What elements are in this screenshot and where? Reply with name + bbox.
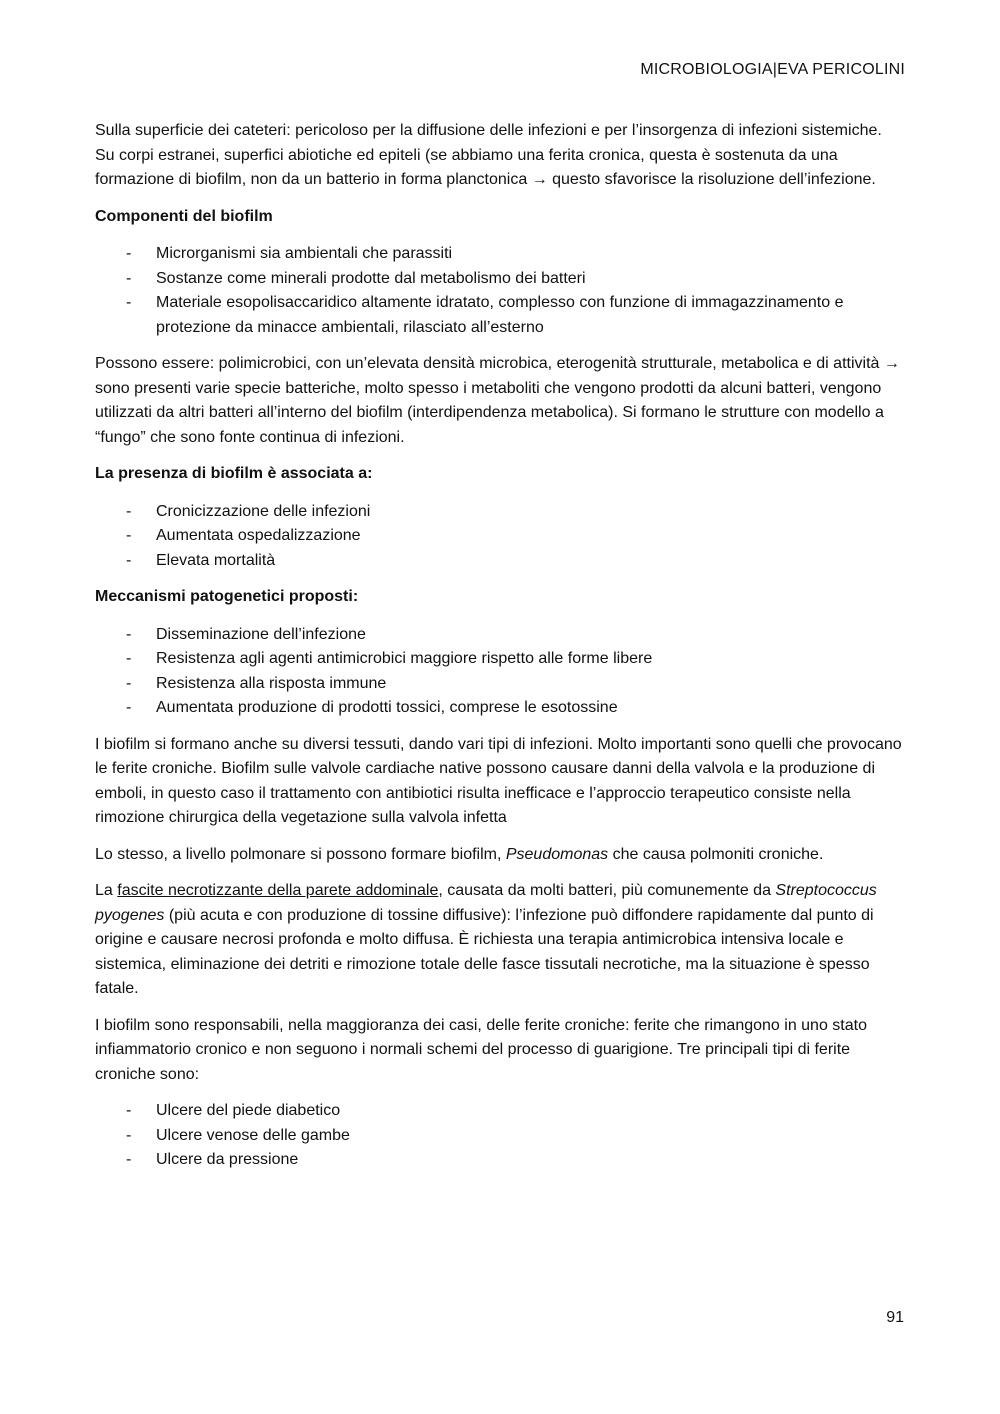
paragraph-fasciitis	[95, 879, 905, 1002]
list-item: - Materiale esopolisaccaridico altamente idratato, complesso con funzione di immagazzinamento e protezione da minacce ambientali, rilasciato all’esterno	[95, 291, 905, 340]
heading-pathogenetic-mechanisms: Meccanismi patogenetici proposti:	[95, 588, 359, 605]
text-run: , causata da molti batteri, più comunemente da	[438, 882, 776, 899]
heading-biofilm-components: Componenti del biofilm	[95, 207, 273, 225]
list-item: - Resistenza alla risposta immune	[95, 672, 905, 697]
text-run: che causa polmoniti croniche.	[608, 845, 824, 863]
list-item: - Cronicizzazione delle infezioni	[95, 500, 905, 525]
list-item: - Ulcere del piede diabetico	[95, 1099, 905, 1124]
list-item: - Disseminazione dell’infezione	[95, 623, 905, 648]
italic-term: Streptococcus pyogenes	[95, 882, 877, 924]
text-run: (più acuta e con produzione di tossine diffusive): l’infezione può diffondere rapidamente dal punto di origine e causare necrosi profonda e molto diffusa. È richiesta una terapia antimicrobica intensiva locale e sistemica, eliminazione dei detriti e rimozione totale delle fasce tissutali necrotiche, ma la situazione è spesso fatale.	[95, 906, 874, 997]
page-body	[95, 119, 905, 1185]
underlined-term: fascite necrotizzante della parete addominale	[117, 882, 439, 899]
list-biofilm-components	[95, 242, 905, 340]
list-item: - Resistenza agli agenti antimicrobici maggiore rispetto alle forme libere	[95, 647, 905, 672]
running-header: MICROBIOLOGIA|EVA PERICOLINI	[640, 61, 905, 78]
list-item: - Microrganismi sia ambientali che parassiti	[95, 242, 905, 267]
list-biofilm-associated	[95, 500, 905, 574]
list-item: - Aumentata produzione di prodotti tossici, comprese le esotossine	[95, 696, 905, 721]
list-pathogenetic-mechanisms	[95, 623, 905, 721]
list-item: - Ulcere venose delle gambe	[95, 1124, 905, 1149]
list-item: - Sostanze come minerali prodotte dal metabolismo dei batteri	[95, 267, 905, 292]
paragraph-polymicrobial: Possono essere: polimicrobici, con un’elevata densità microbica, eterogenità strutturale, metabolica e di attività → sono presenti varie specie batteriche, molto spesso i metaboliti che vengono prodotti da alcuni batteri, vengono utilizzati da altri batteri all’interno del biofilm (interdipendenza metabolica). Si formano le strutture con modello a “fungo” che sono fonte continua di infezioni.	[95, 355, 900, 446]
paragraph-tissues: I biofilm si formano anche su diversi tessuti, dando vari tipi di infezioni. Molto importanti sono quelli che provocano le ferite croniche. Biofilm sulle valvole cardiache native possono causare danni della valvola e la produzione di emboli, in questo caso il trattamento con antibiotici risulta inefficace e l’approccio terapeutico consiste nella rimozione chirurgica della vegetazione sulla valvola infetta	[95, 735, 902, 826]
list-item: - Elevata mortalità	[95, 549, 905, 574]
page-number: 91	[886, 1309, 904, 1326]
list-item: - Ulcere da pressione	[95, 1148, 905, 1173]
list-chronic-wounds	[95, 1099, 905, 1173]
text-run: La	[95, 882, 118, 899]
paragraph-chronic-wounds: I biofilm sono responsabili, nella maggioranza dei casi, delle ferite croniche: ferite che rimangono in uno stato infiammatorio cronico e non seguono i normali schemi del processo di guarigione. Tre principali tipi di ferite croniche sono:	[95, 1016, 867, 1083]
heading-biofilm-associated: La presenza di biofilm è associata a:	[95, 465, 373, 482]
text-run: Lo stesso, a livello polmonare si possono formare biofilm,	[95, 845, 506, 863]
list-item: - Aumentata ospedalizzazione	[95, 524, 905, 549]
italic-term: Pseudomonas	[505, 845, 609, 863]
paragraph-pulmonary	[95, 843, 905, 868]
paragraph-catheters: Sulla superficie dei cateteri: pericoloso per la diffusione delle infezioni e per l’insorgenza di infezioni sistemiche. Su corpi estranei, superfici abiotiche ed epiteli (se abbiamo una ferita cronica, questa è sostenuta da una formazione di biofilm, non da un batterio in forma planctonica → questo sfavorisce la risoluzione dell’infezione.	[95, 122, 882, 188]
